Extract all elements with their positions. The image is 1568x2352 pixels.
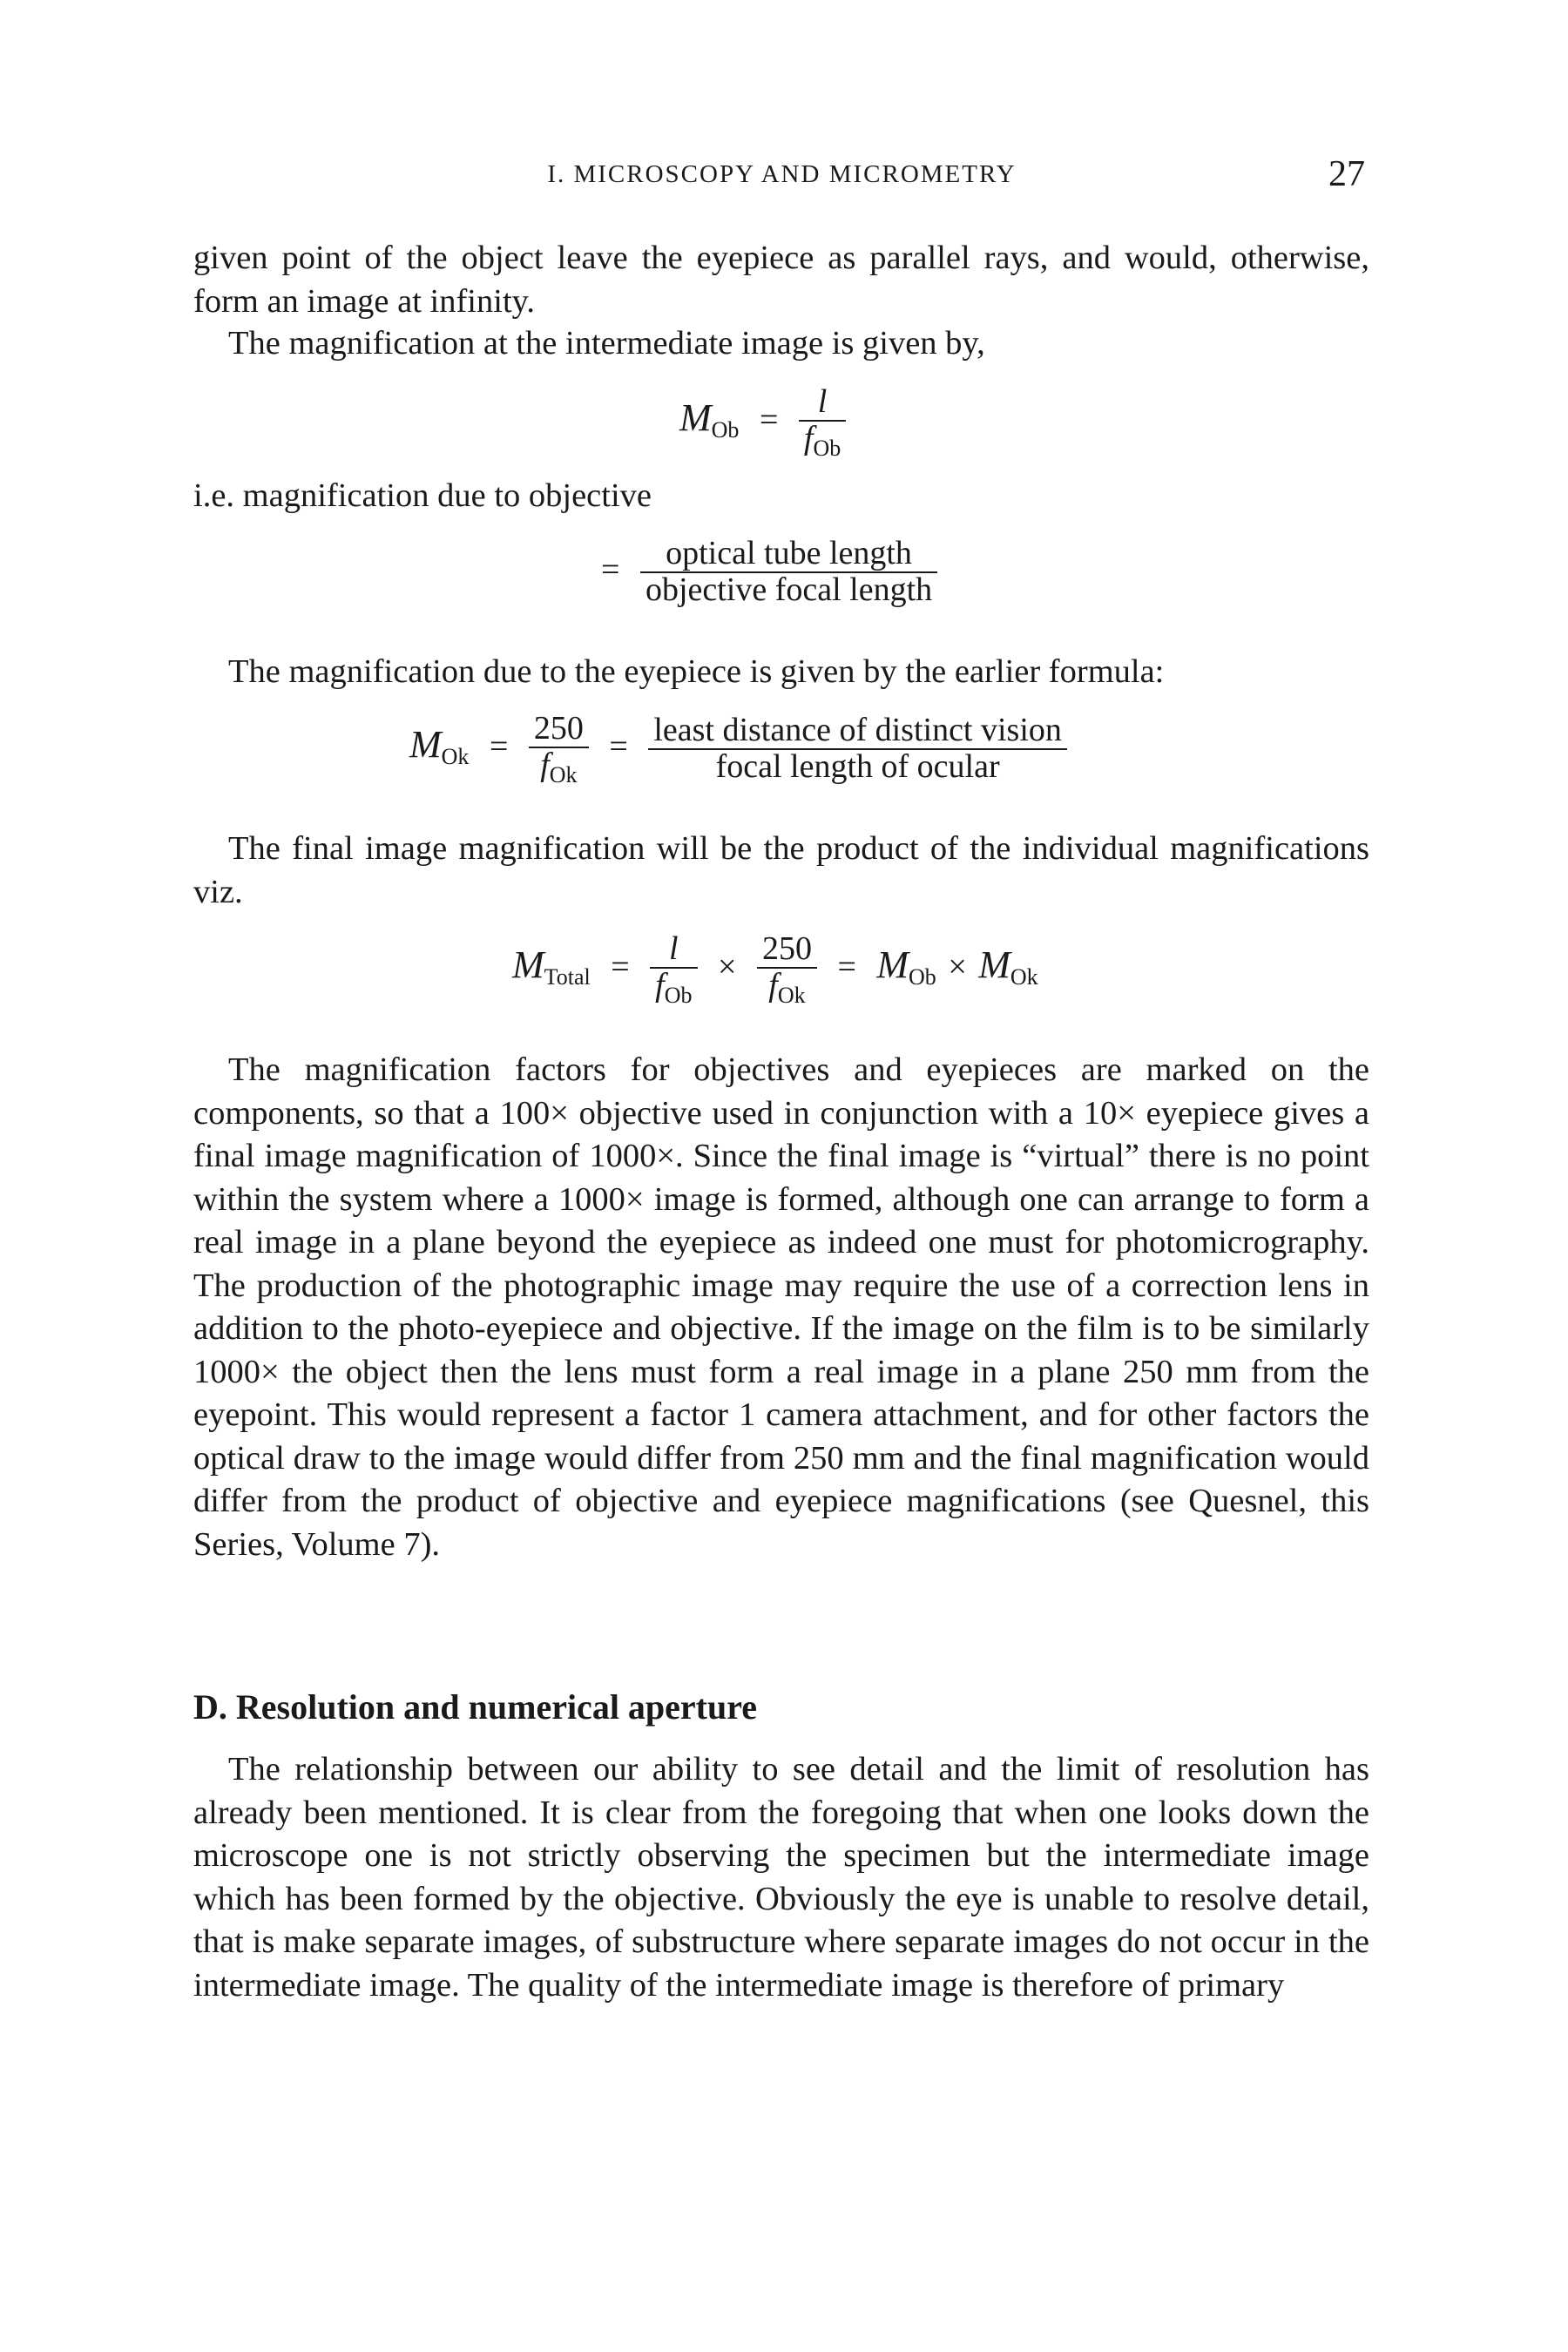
eq-fraction — [650, 932, 697, 1007]
eq-symbol-f: f — [768, 966, 778, 1004]
eq-subscript-ok: Ok — [1010, 963, 1038, 990]
paragraph-text: given point of the object leave the eyepiece as parallel rays, and would, otherwise, form an image at infinity. — [193, 240, 1369, 320]
equation-objective-magnification — [679, 385, 846, 460]
paragraph-text: i.e. magnification due to objective — [193, 477, 652, 514]
eq-subscript-ob: Ob — [711, 416, 740, 443]
eq-numerator: l — [817, 383, 828, 420]
eq-denominator: objective focal length — [640, 571, 937, 608]
running-title: I. MICROSCOPY AND MICROMETRY — [547, 160, 1017, 188]
eq-subscript-ob: Ob — [664, 982, 693, 1008]
eq-times: × — [718, 948, 737, 985]
eq-symbol-f: f — [540, 746, 550, 783]
eq-equals: = — [837, 948, 856, 985]
equation-eyepiece-magnification — [409, 712, 1067, 787]
eq-times: × — [948, 948, 967, 985]
eq-symbol-f: f — [803, 419, 814, 456]
eq-symbol-m: M — [978, 943, 1010, 986]
paragraph-text: The relationship between our ability to see detail and the limit of resolution has already been mentioned. It is clear from the foregoing that when one looks down the microscope one is not strictly observing the specimen but the intermediate image which has been formed by the objective. Obviously the eye is unable to resolve detail, that is make separate images, of substructure where separate images do not occur in the intermediate image. The quality of the intermediate image is therefore of primary — [193, 1751, 1369, 2004]
eq-equals: = — [601, 551, 620, 588]
paragraph-final-image — [193, 828, 1369, 914]
eq-fraction — [640, 537, 937, 608]
equation-tube-length-ratio — [589, 537, 937, 608]
eq-denominator — [757, 967, 817, 1007]
paragraph-text: The final image magnification will be the product of the individual magnifications viz. — [193, 830, 1369, 910]
eq-symbol-m: M — [679, 395, 712, 439]
eq-numerator: 250 — [533, 710, 584, 747]
eq-subscript-ok: Ok — [549, 761, 578, 787]
running-head — [192, 154, 1372, 194]
eq-numerator: least distance of distinct vision — [653, 712, 1062, 749]
eq-subscript-total: Total — [544, 963, 591, 990]
equation-total-magnification — [512, 932, 1038, 1007]
paragraph-magnification-factors — [193, 1049, 1369, 1566]
eq-subscript-ob: Ob — [909, 963, 936, 990]
eq-fraction — [648, 713, 1067, 785]
eq-equals: = — [489, 727, 509, 765]
eq-denominator: focal length of ocular — [648, 748, 1067, 785]
eq-symbol-m: M — [409, 722, 442, 766]
eq-fraction — [757, 932, 817, 1007]
eq-fraction — [799, 385, 846, 460]
paragraph-text: The magnification due to the eyepiece is given by the earlier formula: — [228, 653, 1165, 690]
page-number: 27 — [1328, 154, 1365, 194]
paragraph-intermediate — [193, 322, 1369, 366]
eq-subscript-ok: Ok — [441, 743, 470, 769]
eq-subscript-ok: Ok — [777, 982, 806, 1008]
paragraph-eyepiece — [193, 651, 1369, 694]
eq-numerator: optical tube length — [666, 535, 912, 571]
paragraph-text: The magnification factors for objectives and eyepieces are marked on the components, so that a 100× objective used in conjunction with a 10× eyepiece gives a final image magnification of 1000×. Since the final image is “virtual” there is no point within the system where a 1000× image is formed, although one can arrange to form a real image in a plane beyond the eyepiece as indeed one must for photomicrography. The production of the photographic image may require the use of a correction lens in addition to the photo-eyepiece and objective. If the image on the film is to be similarly 1000× the object then the lens must form a real image in a plane 250 mm from the eyepoint. This would represent a factor 1 camera attachment, and for other factors the optical draw to the image would differ from 250 mm and the final magnification would differ from the product of objective and eyepiece magnifications (see Quesnel, this Series, Volume 7). — [193, 1051, 1369, 1563]
paragraph-resolution — [193, 1748, 1369, 2007]
eq-denominator — [529, 747, 589, 787]
eq-numerator: l — [669, 930, 679, 967]
eq-equals: = — [609, 727, 628, 765]
paragraph-continuation — [193, 237, 1369, 323]
eq-numerator: 250 — [761, 930, 812, 967]
eq-symbol-f: f — [655, 966, 665, 1004]
eq-symbol-m: M — [876, 943, 909, 986]
eq-denominator — [650, 967, 697, 1007]
eq-subscript-ob: Ob — [813, 435, 841, 461]
eq-fraction — [529, 712, 589, 787]
paragraph-text: The magnification at the intermediate image is given by, — [228, 325, 985, 362]
eq-equals: = — [611, 948, 630, 985]
section-heading: D. Resolution and numerical aperture — [193, 1687, 758, 1727]
eq-symbol-m: M — [512, 943, 544, 986]
eq-denominator — [799, 420, 846, 460]
eq-equals: = — [759, 401, 779, 438]
paragraph-ie — [193, 475, 1369, 518]
